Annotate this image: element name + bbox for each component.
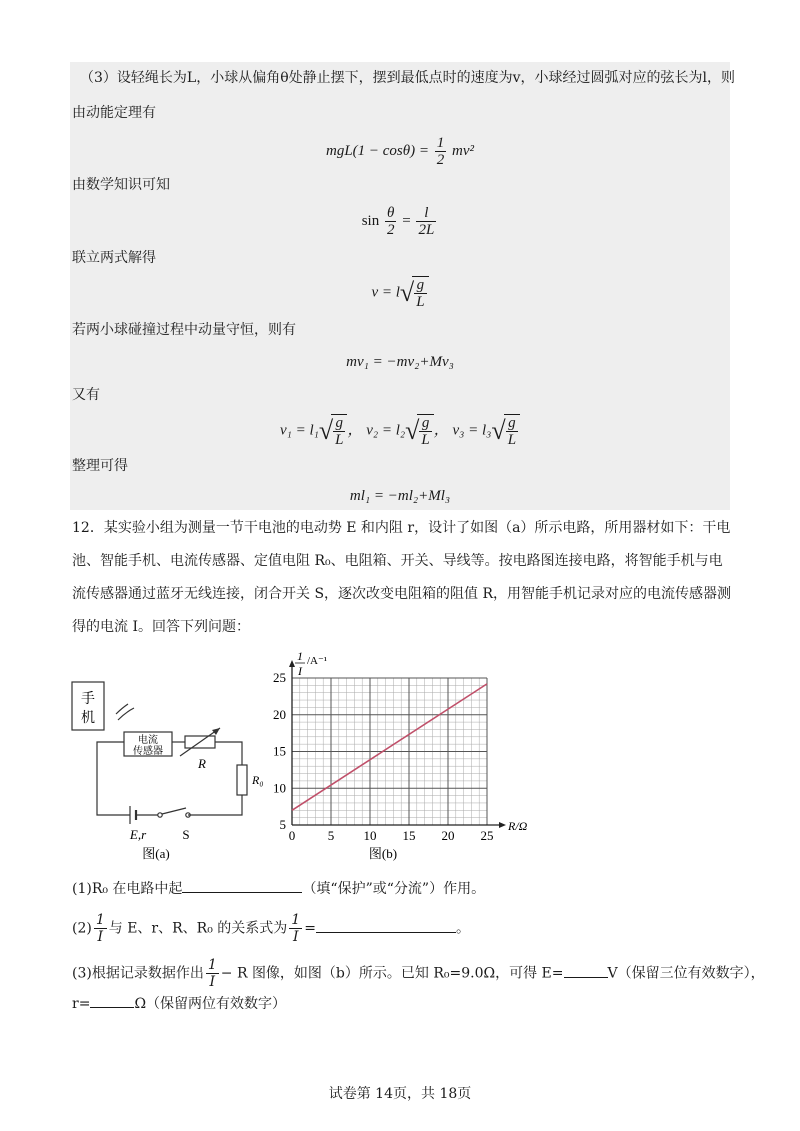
figure-a-caption: 图(a)	[142, 846, 170, 861]
eq5-v1: v₁ = l₁	[279, 422, 319, 439]
rheostat-label: R	[198, 756, 206, 771]
question-12-line-4: 得的电流 I。回答下列问题：	[72, 619, 250, 635]
circuit-diagram	[60, 670, 280, 865]
question-12-line-3: 流传感器通过蓝牙无线连接，闭合开关 S，逐次改变电阻箱的阻值 R，用智能手机记录对应的电流传感器测	[72, 586, 732, 602]
eq5-v2: v₂ = l₂	[366, 422, 406, 439]
eq5-sep: ，	[347, 422, 363, 439]
q3-r: r=	[72, 996, 91, 1012]
sensor-label-2: 传感器	[133, 746, 163, 757]
equation-momentum: mv₁ = −mv₂+Mv₃	[346, 354, 454, 370]
solution-step-1: 由动能定理有	[72, 105, 156, 121]
y-label-den: I	[298, 664, 302, 678]
question-12-line-2: 池、智能手机、电流传感器、定值电阻 R₀、电阻箱、开关、导线等。按电路图连接电路，将智能手机与电	[72, 553, 723, 569]
y-tick-label: 15	[273, 743, 286, 759]
eq1-fraction	[435, 135, 447, 168]
eq5-L: L	[421, 432, 430, 448]
page-footer: 试卷第 14页，共 18页	[328, 1086, 472, 1102]
equation-final: ml₁ = −ml₂+Ml₃	[349, 488, 451, 504]
battery-label: E,r	[129, 827, 147, 842]
q2-fraction-2	[289, 912, 302, 945]
x-tick-label: 20	[441, 828, 455, 843]
graph-b	[262, 640, 552, 868]
q2-end: 。	[455, 920, 470, 937]
figure-b-caption: 图(b)	[368, 846, 398, 861]
y-tick-label: 5	[279, 817, 286, 832]
x-tick-label: 5	[327, 828, 335, 843]
eq3-prefix: v = l	[371, 284, 400, 301]
eq2-fraction-1	[385, 205, 397, 238]
phone-label-2: 机	[81, 711, 95, 726]
y-axis-arrow	[289, 660, 295, 667]
y-tick-label: 25	[273, 670, 286, 685]
solution-step-4: 若两小球碰撞过程中动量守恒，则有	[72, 322, 296, 338]
eq2-den1: 2	[386, 222, 395, 238]
solution-step-5: 又有	[72, 387, 100, 403]
q2-equals: =	[304, 920, 316, 937]
answer-blank-2[interactable]	[316, 918, 456, 933]
sqrt-symbol: √ $\frac{g}{L}$	[491, 414, 520, 448]
switch-label: S	[182, 827, 190, 842]
eq5-g: g	[419, 415, 431, 432]
answer-blank-E[interactable]	[564, 963, 608, 978]
eq5-g: g	[333, 415, 345, 432]
solution-step-2: 由数学知识可知	[72, 177, 170, 193]
q2-num2: 1	[291, 912, 301, 928]
x-axis-label: R/Ω	[508, 819, 528, 833]
q3-num: 1	[207, 957, 217, 973]
switch-lever	[162, 808, 186, 814]
y-label-unit: /A⁻¹	[307, 655, 328, 667]
eq2-num2: l	[416, 205, 436, 222]
q3-prefix: (3)根据记录数据作出	[72, 965, 204, 982]
q3-v: V（保留三位有效数字），	[607, 965, 765, 982]
resistor-label: R₀	[252, 773, 264, 787]
sqrt-symbol: √ $\frac{g}{L}$	[400, 276, 429, 310]
eq5-L: L	[335, 432, 344, 448]
q3-den: I	[209, 974, 216, 990]
q2-den: I	[97, 929, 104, 945]
eq1-num: 1	[436, 135, 445, 151]
eq2-fraction-2	[416, 205, 436, 238]
eq5-sep: ，	[433, 422, 449, 439]
q1-prefix: (1)R₀ 在电路中起	[72, 881, 183, 897]
phone-label-1: 手	[81, 692, 95, 707]
y-tick-label: 20	[273, 706, 286, 722]
eq2-sin: sin	[361, 212, 380, 229]
x-tick-label: 25	[480, 828, 494, 843]
answer-blank-r[interactable]	[90, 993, 134, 1008]
x-tick-label: 0	[288, 828, 296, 843]
subquestion-1	[72, 878, 485, 899]
x-tick-label: 15	[402, 828, 416, 843]
equation-velocity	[0, 276, 800, 310]
y-label-num: 1	[297, 649, 303, 663]
series-line	[292, 684, 487, 810]
x-tick-label: 10	[363, 828, 377, 843]
eq2-equals: =	[402, 212, 411, 229]
bluetooth-signal-icon	[116, 704, 134, 720]
equation-chord	[0, 205, 800, 238]
question-12-line-1: 12．某实验小组为测量一节干电池的电动势 E 和内阻 r，设计了如图（a）所示电路，所用器材如下：干电	[72, 520, 731, 536]
eq2-den2: 2L	[418, 222, 435, 238]
x-tick-labels	[289, 828, 494, 843]
solution-intro: （3）设轻绳长为L，小球从偏角θ处静止摆下，摆到最低点时的速度为v，小球经过圆弧对应的弦长为l，则	[80, 70, 736, 86]
q3-ohm: Ω（保留两位有效数字）	[134, 996, 287, 1012]
equation-energy	[0, 135, 800, 168]
sqrt-symbol: √ $\frac{g}{L}$	[405, 414, 434, 448]
eq3-den: L	[416, 294, 425, 310]
fixed-resistor	[237, 765, 247, 795]
eq2-num1: θ	[385, 205, 397, 222]
q3-fraction	[206, 957, 219, 990]
eq5-v3: v₃ = l₃	[452, 422, 492, 439]
series-layer	[292, 684, 487, 810]
solution-step-3: 联立两式解得	[72, 250, 156, 266]
equation-velocities	[0, 414, 800, 448]
subquestion-3-line-2	[72, 993, 286, 1014]
eq3-num: g	[414, 277, 426, 294]
q2-mid: 与 E、r、R、R₀ 的关系式为	[108, 920, 288, 937]
solution-step-6: 整理可得	[72, 458, 128, 474]
sqrt-symbol: √ $\frac{g}{L}$	[319, 414, 348, 448]
q2-fraction	[94, 912, 107, 945]
q1-suffix: （填“保护”或“分流”）作用。	[302, 881, 486, 897]
eq5-g: g	[506, 415, 518, 432]
sensor-label-1: 电流	[138, 735, 158, 746]
q3-rest: − R 图像，如图（b）所示。已知 R₀=9.0Ω，可得 E=	[220, 965, 564, 982]
eq1-right: mv²	[452, 142, 475, 159]
q2-den2: I	[292, 929, 299, 945]
q2-num: 1	[95, 912, 105, 928]
x-axis-arrow	[499, 822, 506, 828]
answer-blank-1[interactable]	[182, 878, 302, 893]
eq5-L: L	[507, 432, 517, 448]
subquestion-3	[72, 957, 765, 990]
y-tick-labels	[273, 670, 286, 832]
eq1-den: 2	[436, 152, 445, 168]
eq1-left: mgL(1 − cosθ) =	[325, 142, 430, 159]
subquestion-2	[72, 912, 470, 945]
q2-prefix: (2)	[72, 920, 92, 937]
y-tick-label: 10	[273, 780, 286, 796]
